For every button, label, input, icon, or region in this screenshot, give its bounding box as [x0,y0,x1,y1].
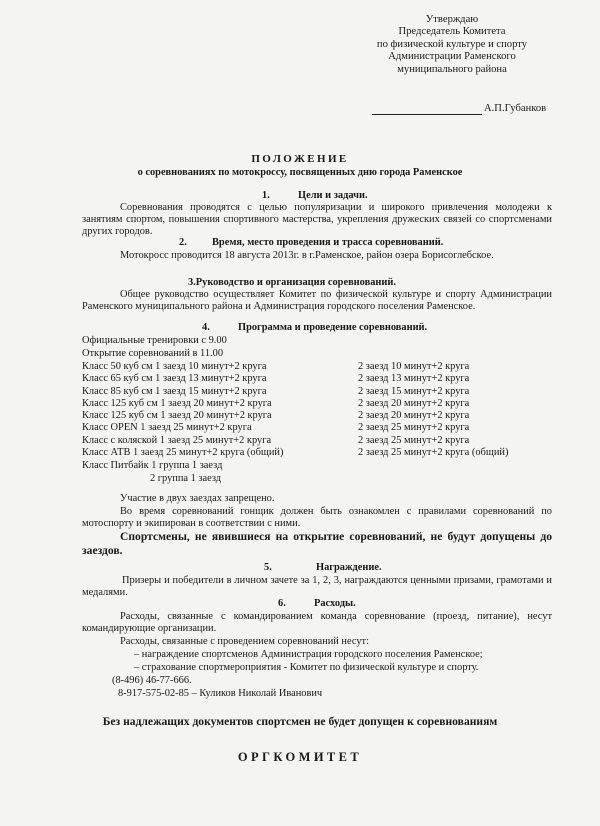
section-2-text: Мотокросс проводится 18 августа 2013г. в г.Раменское, район озера Борисоглебское. [120,250,494,261]
note-rules: Во время соревнований гонщик должен быть ознакомлен с правилами соревнований по мотоспорту и экипирован в соответствии с ними. [82,506,552,529]
section-6-number: 6. [278,598,286,609]
section-6-text-2: Расходы, связанные с проведением соревнований несут: [120,636,369,647]
signature-row [372,103,546,115]
document-subtitle: о соревнованиях по мотокроссу, посвященных дню города Раменское [137,167,463,178]
section-3-text: Общее руководство осуществляет Комитет по физической культуре и спорту Администрации Раменского муниципального района и Администрация городского поселения Раменское. [82,289,552,312]
class-race-2: 2 заезд 10 минут+2 круга [358,361,470,372]
class-race-2: 2 заезд 13 минут+2 круга [358,373,470,385]
document-title: ПОЛОЖЕНИЕ [251,153,349,165]
documents-warning: Без надлежащих документов спортсмен не будет допущен к соревнованиям [102,715,498,728]
class-row [82,361,552,373]
class-row [82,410,552,422]
opening-time: Открытие соревнований в 11.00 [82,348,224,359]
class-race-2: 2 заезд 15 минут+2 круга [358,385,470,397]
signer-name: А.П.Губанков [484,103,547,114]
class-race-1: Класс OPEN 1 заезд 25 минут+2 круга [82,422,252,434]
expense-item-insurance: – страхование спортмероприятия - Комитет по физической культуре и спорту. [134,662,479,673]
note-two-races: Участие в двух заездах запрещено. [120,493,275,504]
class-race-2: 2 заезд 20 минут+2 круга [358,397,470,409]
class-race-1: Класс с коляской 1 заезд 25 минут+2 круга [82,434,272,446]
section-3-heading: 3.Руководство и организация соревнований. [188,277,396,288]
class-row [82,386,552,398]
class-race-1: Класс 50 куб см 1 заезд 10 минут+2 круга [82,361,267,372]
approval-block [352,14,552,76]
class-row [82,398,552,410]
signature-line [372,114,482,115]
class-race-2: 2 заезд 25 минут+2 круга (общий) [358,447,509,459]
approval-line-5: муниципального района [397,63,507,75]
approval-line-3: по физической культуре и спорту [376,38,528,50]
class-race-1: Класс АТВ 1 заезд 25 минут+2 круга (общий) [82,447,284,459]
class-race-2: 2 заезд 20 минут+2 круга [358,410,470,422]
section-1-text: Соревнования проводятся с целью популяризации и широкого привлечения молодежи к занятиям спортом, повышения спортивного мастерства, укрепления дружеских связей со спортсменами других городов. [82,202,552,237]
section-6-text-1: Расходы, связанные с командированием команда соревнование (проезд, питание), несут командирующие организации. [82,611,552,634]
section-4-heading: Программа и проведение соревнований. [238,322,428,333]
section-2-heading: Время, место проведения и трасса соревнований. [212,237,444,248]
phone-1: (8-496) 46-77-666. [112,675,192,686]
class-race-1: Класс 65 куб см 1 заезд 13 минут+2 круга [82,373,267,385]
approval-line-2: Председатель Комитета [398,26,506,38]
class-row [82,422,552,434]
expense-item-awards: – награждение спортсменов Администрация городского поселения Раменское; [134,649,483,660]
section-1-heading: Цели и задачи. [298,190,368,201]
section-1-number: 1. [262,190,270,201]
pitbike-group-2: 2 группа 1 заезд [150,473,222,484]
phone-2: 8-917-575-02-85 – Куликов Николай Иванович [118,688,323,699]
class-race-1: Класс 85 куб см 1 заезд 15 минут+2 круга [82,385,267,397]
orgcommittee-signature: ОРГКОМИТЕТ [237,750,363,764]
opening-warning: Спортсмены, не явившиеся на открытие соревнований, не будут допущены до заездов. [82,530,552,557]
pitbike-group-1: Класс Питбайк 1 группа 1 заезд [82,460,223,471]
approval-line-4: Администрации Раменского [388,51,516,63]
class-row [82,435,552,447]
class-row [82,373,552,385]
section-5-text: Призеры и победители в личном зачете за 1, 2, 3, награждаются ценными призами, грамотами и медалями. [82,575,552,598]
class-row [82,447,552,459]
section-5-number: 5. [264,562,272,573]
training-time: Официальные тренировки с 9.00 [82,335,227,346]
class-race-1: Класс 125 куб см 1 заезд 20 минут+2 круга [82,397,272,409]
class-race-1: Класс 125 куб см 1 заезд 20 минут+2 круга [82,410,272,422]
section-4-number: 4. [202,322,210,333]
approval-line-1: Утверждаю [425,14,479,25]
section-2-number: 2. [179,237,187,248]
section-5-heading: Награждение. [316,562,382,573]
section-6-heading: Расходы. [314,598,356,609]
classes-table [82,361,552,459]
class-race-2: 2 заезд 25 минут+2 круга [358,422,470,434]
class-race-2: 2 заезд 25 минут+2 круга [358,434,470,446]
